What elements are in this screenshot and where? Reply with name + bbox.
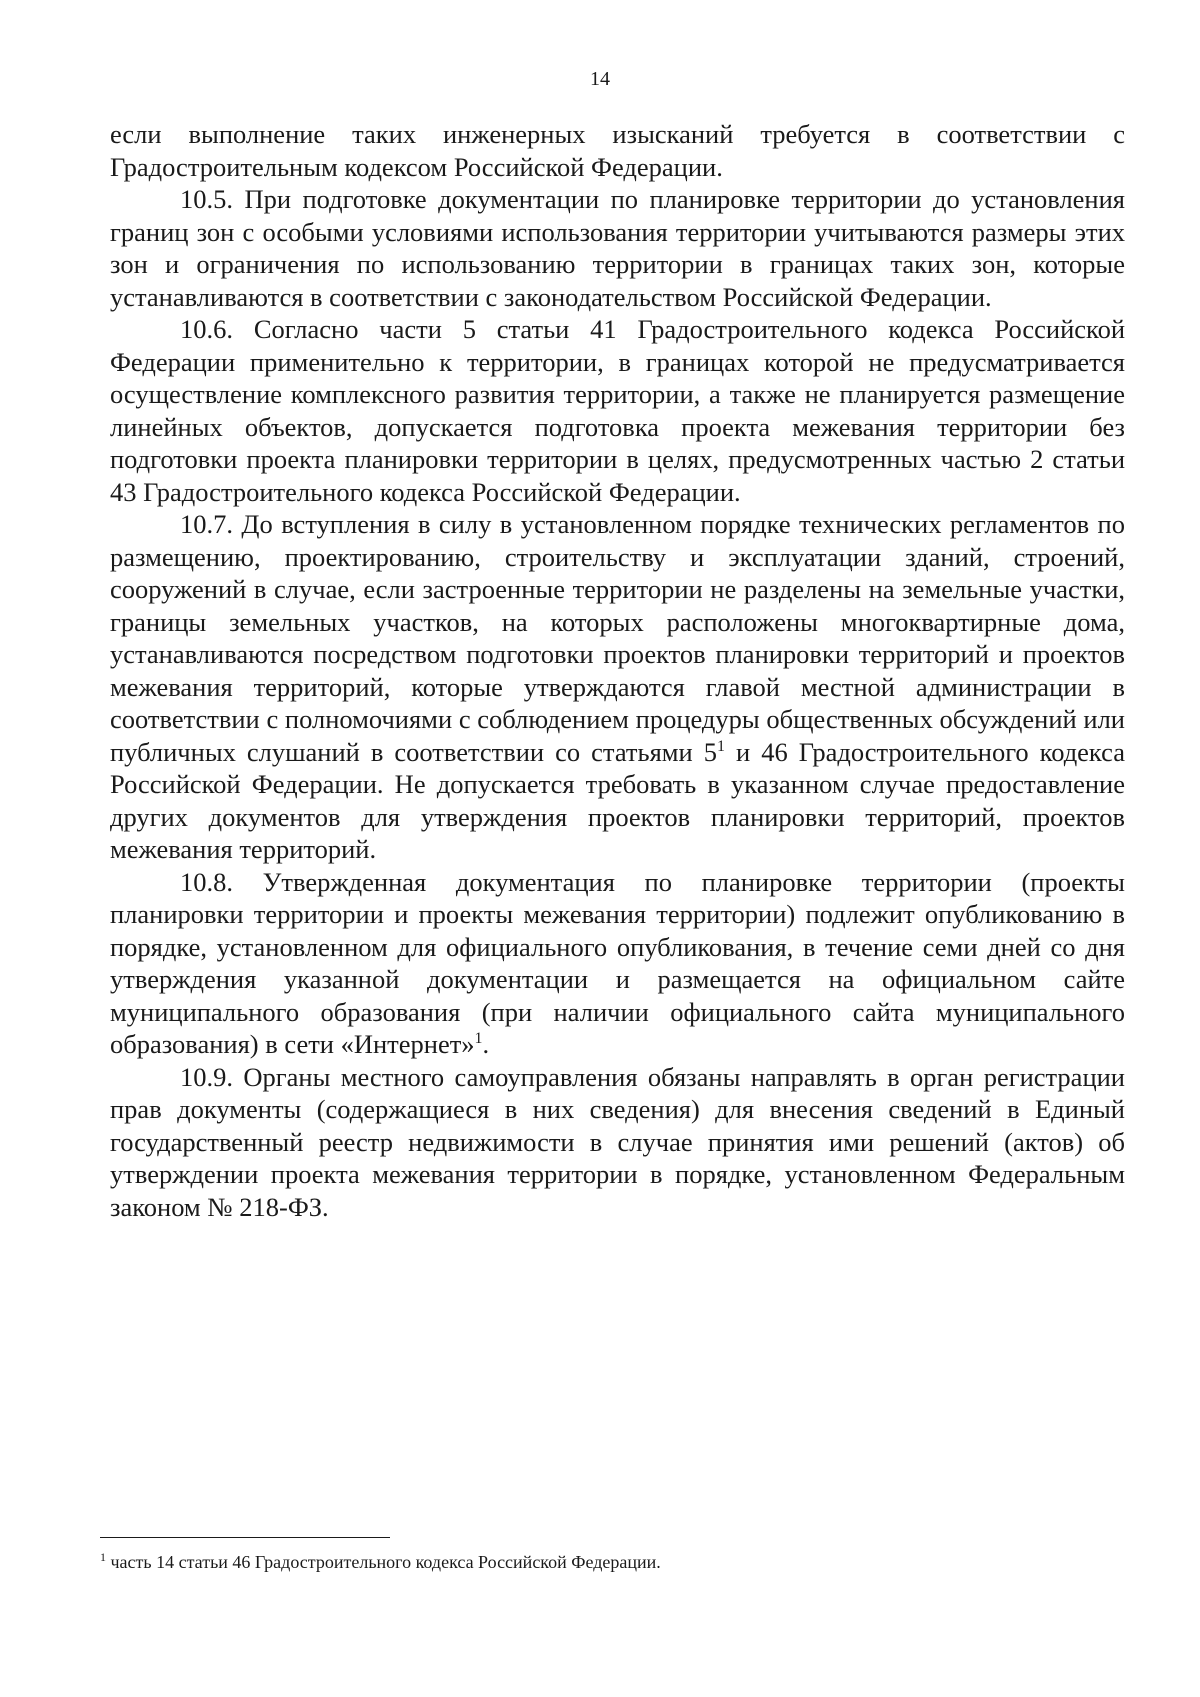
paragraph-10-9: 10.9. Органы местного самоуправления обязаны направлять в орган регистрации прав документы (содержащиеся в них сведения) для внесения сведений в Единый государственный реестр недвижимости в случае принятия ими решений (актов) об утверждении проекта межевания территории в порядке, установленном Федеральным законом № 218-ФЗ. [110, 1061, 1125, 1222]
footnote [100, 1551, 1100, 1573]
footnote-marker: 1 [100, 1550, 106, 1564]
paragraph-10-8 [110, 866, 1125, 1061]
footnote-separator [100, 1537, 390, 1538]
paragraph-10-7-part-a: 10.7. До вступления в силу в установленном порядке технических регламентов по размещению, проектированию, строительству и эксплуатации зданий, строений, сооружений в случае, если застроенные территории не разделены на земельные участки, границы земельных участков, на которых расположены многоквартирные дома, устанавливаются посредством подготовки проектов планировки территорий и проектов межевания территорий, которые утверждаются главой местной администрации в соответствии с полномочиями с соблюдением процедуры общественных обсуждений или публичных слушаний в соответствии со статьями 5 [110, 509, 1125, 767]
document-body [110, 118, 1125, 1223]
paragraph-continuation: если выполнение таких инженерных изысканий требуется в соответствии с Градостроительным кодексом Российской Федерации. [110, 119, 1125, 182]
footnote-reference: 1 [716, 737, 725, 755]
paragraph-10-6: 10.6. Согласно части 5 статьи 41 Градостроительного кодекса Российской Федерации применительно к территории, в границах которой не предусматривается осуществление комплексного развития территории, а также не планируется размещение линейных объектов, допускается подготовка проекта межевания территории без подготовки проекта планировки территории в целях, предусмотренных частью 2 статьи 43 Градостроительного кодекса Российской Федерации. [110, 314, 1125, 507]
footnote-text: часть 14 статьи 46 Градостроительного кодекса Российской Федерации. [106, 1552, 661, 1572]
paragraph-10-5: 10.5. При подготовке документации по планировке территории до установления границ зон с особыми условиями использования территории учитываются размеры этих зон и ограничения по использованию территории в границах таких зон, которые устанавливаются в соответствии с законодательством Российской Федерации. [110, 184, 1125, 312]
paragraph-10-8-part-a: 10.8. Утвержденная документация по планировке территории (проекты планировки территории и проекты межевания территории) подлежит опубликованию в порядке, установленном для официального опубликования, в течение семи дней со дня утверждения указанной документации и размещается на официальном сайте муниципального образования (при наличии официального сайта муниципального образования) в сети «Интернет» [110, 866, 1125, 1059]
footnote-reference: 1 [474, 1030, 483, 1048]
paragraph-10-7-part-b: и 46 Градостроительного кодекса Российской Федерации. Не допускается требовать в указанном случае предоставление других документов для утверждения проектов планировки территорий, проектов межевания территорий. [110, 736, 1125, 864]
paragraph-10-8-part-b: . [482, 1029, 490, 1059]
page-number: 14 [590, 68, 610, 90]
paragraph-10-7 [110, 508, 1125, 866]
